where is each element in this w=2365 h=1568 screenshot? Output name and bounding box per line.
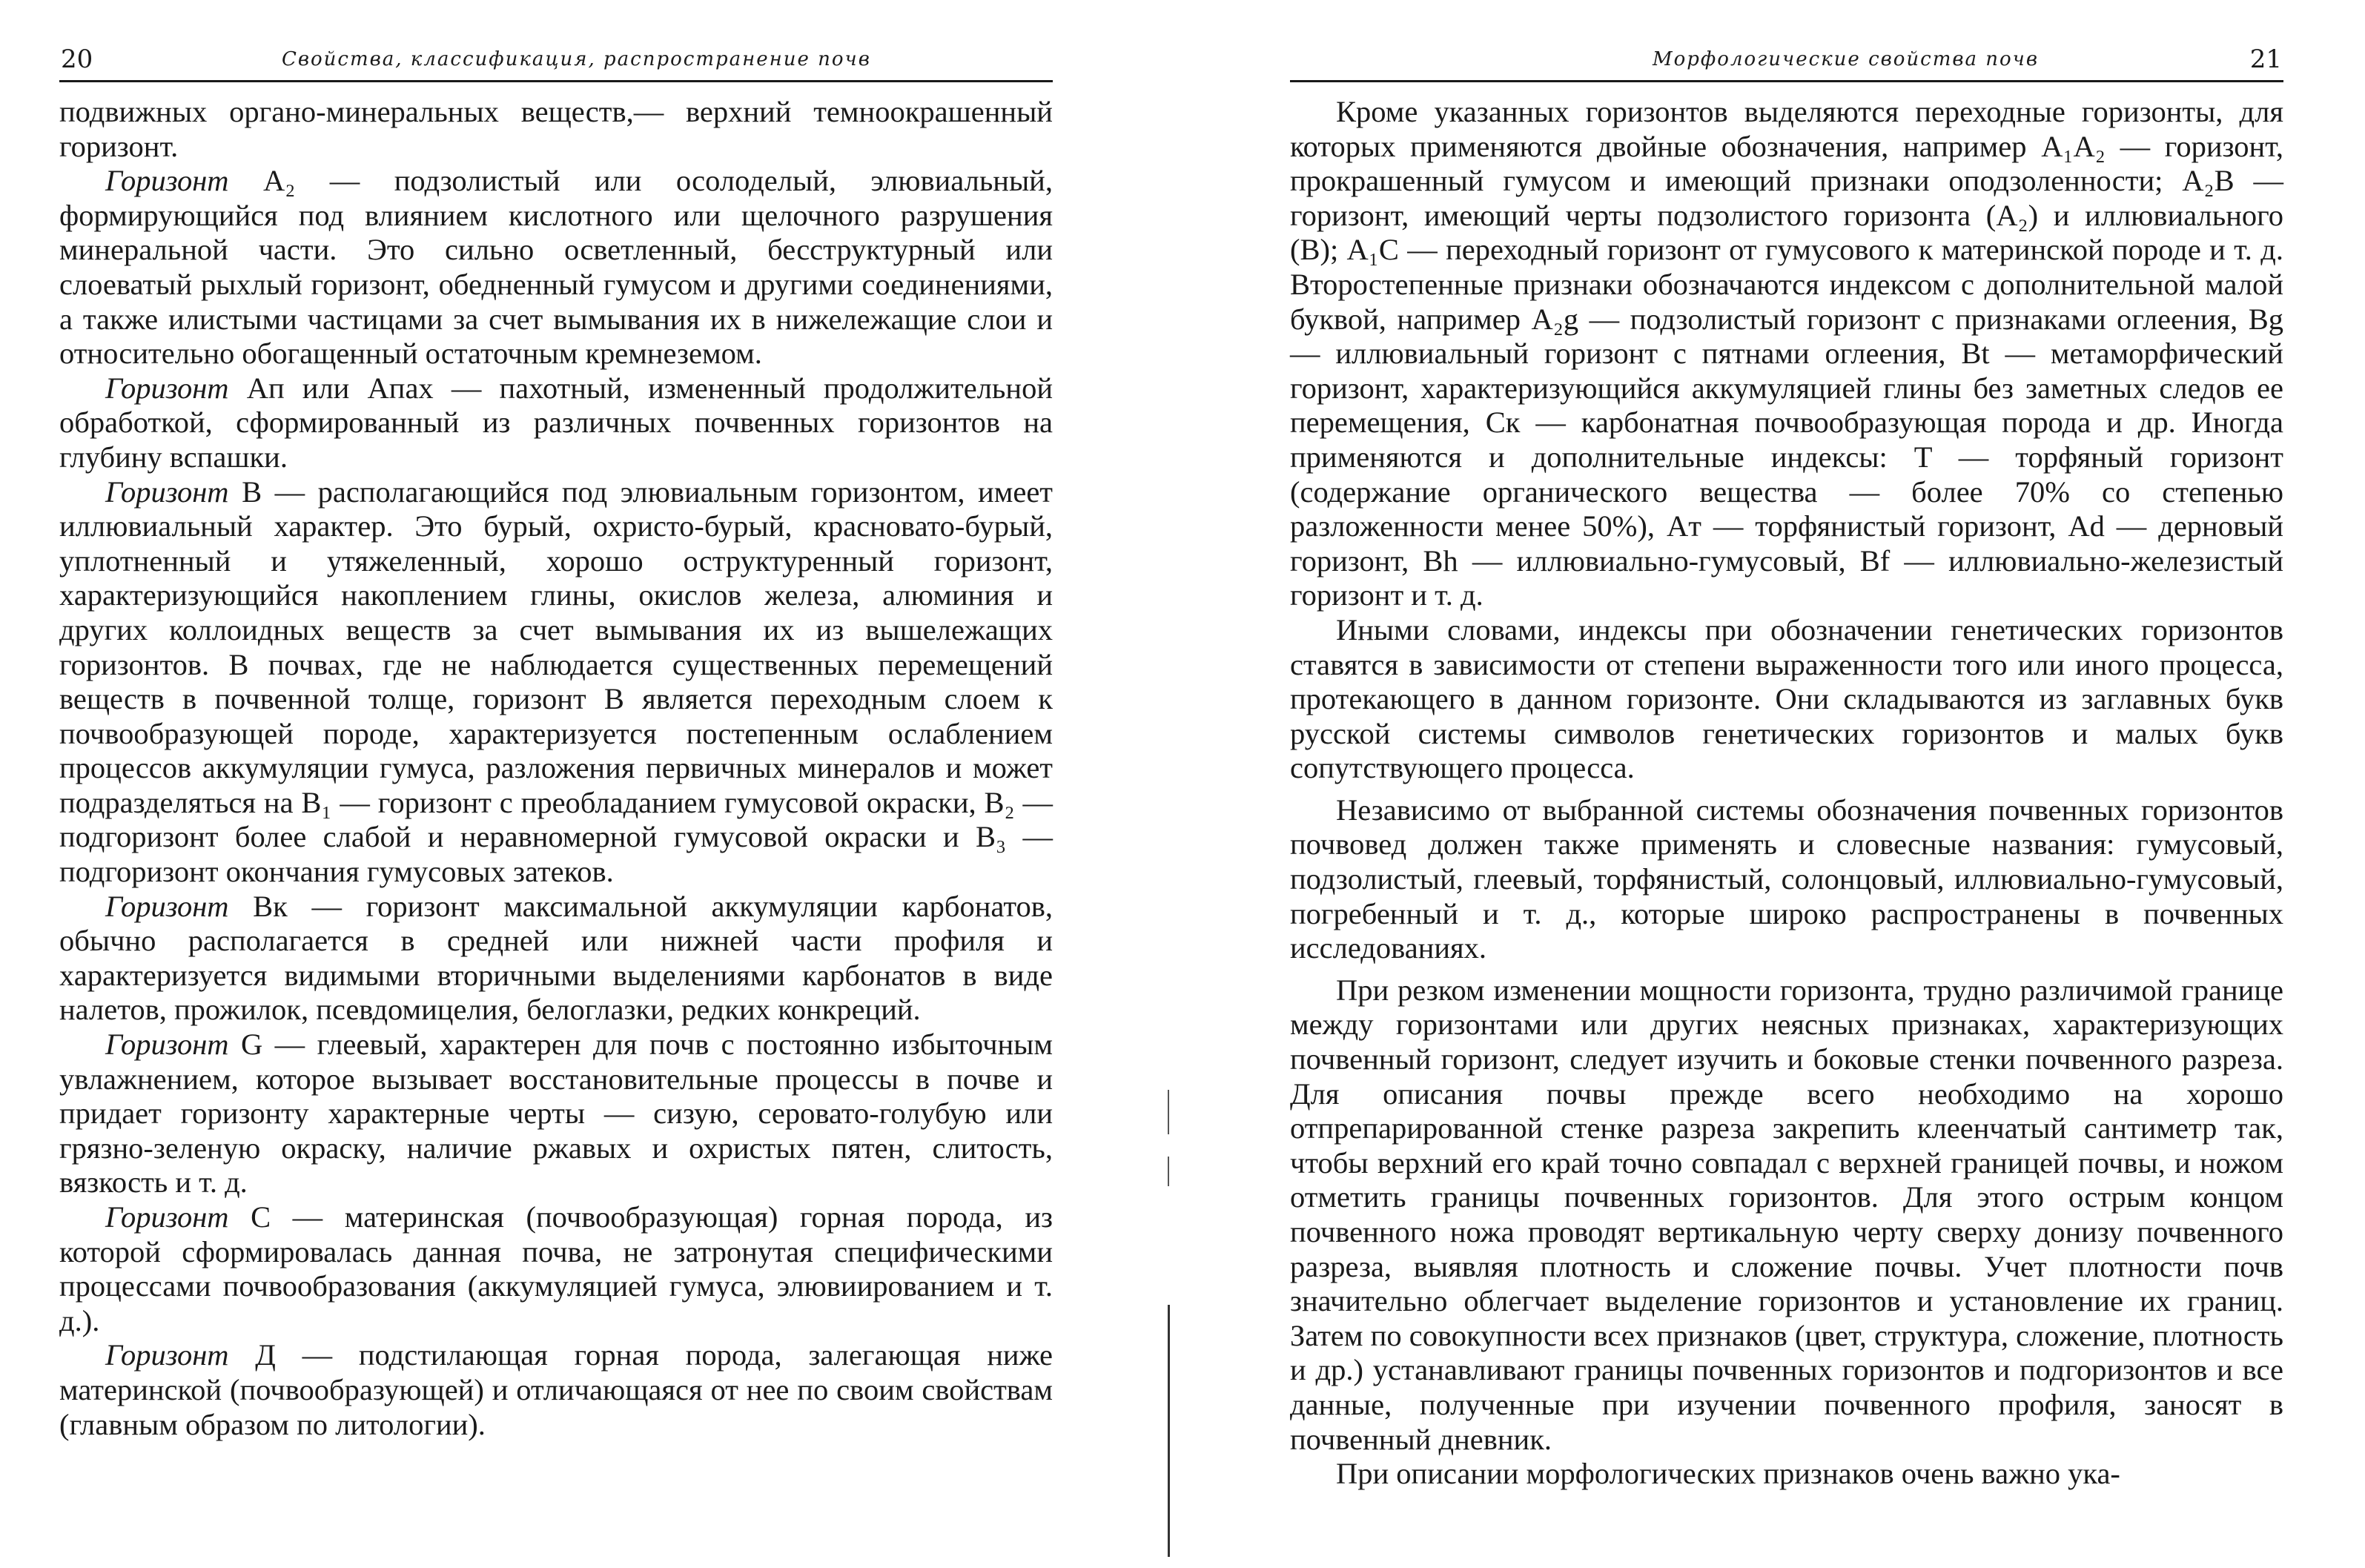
- term-label: Горизонт: [105, 1028, 229, 1062]
- paragraph: Горизонт Aп или Aпах — пахотный, измененный продолжительной обработкой, сформированный из различных почвенных горизонтов на глубину вспашки.: [59, 371, 1053, 474]
- left-running-head: [59, 43, 1053, 82]
- term-label: Горизонт: [105, 1338, 229, 1372]
- binding-mark: [1168, 1090, 1169, 1134]
- term-label: Горизонт: [105, 474, 229, 509]
- paragraph: Горизонт Bк — горизонт максимальной аккумуляции карбонатов, обычно располагается в средней или нижней части профиля и характеризуется видимыми вторичными выделениями карбонатов в виде налетов, прожилок, псевдомицелия, белоглазки, редких конкреций.: [59, 889, 1053, 1027]
- running-head-title: Свойства, классификация, распространение почв: [282, 48, 871, 70]
- term-label: Горизонт: [105, 371, 229, 405]
- paragraph: При описании морфологических признаков очень важно ука-: [1336, 1457, 2120, 1491]
- paragraph: Кроме указанных горизонтов выделяются переходные горизонты, для которых применяются двойные обозначения, например A₁A₂ — горизонт, прокрашенный гумусом и имеющий признаки оподзоленности; A₂B — горизонт, имеющий черты подзолистого горизонта (A₂) и иллювиального (B); A₁C — переходный горизонт от гумусового к материнской породе и т. д. Второстепенные признаки обозначаются индексом с дополнительной малой буквой, например A₂g — подзолистый горизонт с признаками оглеения, Bg — иллювиальный горизонт с пятнами оглеения, Bt — метаморфический горизонт, характеризующийся аккумуляцией глины без заметных следов ее перемещения, Cк — карбонатная почвообразующая порода и др. Иногда применяются и дополнительные индексы: T — торфяный горизонт (содержание органического вещества — более 70% со степенью разложенности менее 50%), Aт — торфянистый горизонт, Ad — дерновый горизонт, Bh — иллювиально-гумусовый, Bf — иллювиально-железистый горизонт и т. д.: [1290, 95, 2283, 612]
- right-body-text: [1290, 95, 2283, 1492]
- paragraph: Горизонт B — располагающийся под элювиальным горизонтом, имеет иллювиальный характер. Это бурый, охристо-бурый, красновато-бурый, уплотненный и утяжеленный, хорошо оструктуренный горизонт, характеризующийся накоплением глины, окислов железа, алюминия и других коллоидных веществ за счет вымывания их из вышележащих горизонтов. В почвах, где не наблюдается существенных перемещений веществ в почвенной толще, горизонт B является переходным слоем к почвообразующей породе, характеризуется постепенным ослаблением процессов аккумуляции гумуса, разложения первичных минералов и может подразделяться на B₁ — горизонт с преобладанием гумусовой окраски, B₂ — подгоризонт более слабой и неравномерной гумусовой окраски и B₃ — подгоризонт окончания гумусовых затеков.: [59, 474, 1053, 889]
- paragraph: Горизонт C — материнская (почвообразующая) горная порода, из которой сформировалась данная почва, не затронутая специфическими процессами почвообразования (аккумуляцией гумуса, элювиированием и т. д.).: [59, 1200, 1053, 1337]
- left-body-text: [59, 95, 1053, 1442]
- page-number: 20: [61, 44, 93, 74]
- paragraph: Независимо от выбранной системы обозначения почвенных горизонтов почвовед должен также применять и словесные названия: гумусовый, подзолистый, глеевый, торфянистый, солонцовый, иллювиально-гумусовый, погребенный и т. д., которые широко распространены в почвенных исследованиях.: [1290, 793, 2283, 965]
- binding-mark: [1168, 1305, 1170, 1557]
- paragraph: Иными словами, индексы при обозначении генетических горизонтов ставятся в зависимости от степени выраженности того или иного процесса, протекающего в данном горизонте. Они складываются из заглавных букв русской системы символов генетических горизонтов и малых букв сопутствующего процесса.: [1290, 612, 2283, 785]
- term-label: Горизонт: [105, 164, 229, 198]
- paragraph: При резком изменении мощности горизонта, трудно различимой границе между горизонтами или других неясных признаках, характеризующих почвенный горизонт, следует изучить и боковые стенки почвенного разреза. Для описания почвы прежде всего необходимо на хорошо отпрепарированной стенке разреза закрепить клеенчатый сантиметр так, чтобы верхний его край точно совпадал с верхней границей почвы, и ножом отметить границы почвенных горизонтов. Для этого острым концом почвенного ножа проводят вертикальную черту сверху донизу почвенного разреза, выявляя плотность и сложение почвы. Учет плотности почв значительно облегчает выделение горизонтов и установление их границ. Затем по совокупности всех признаков (цвет, структура, сложение, плотность и др.) устанавливают границы почвенных горизонтов и подгоризонтов и все данные, полученные при изучении почвенного профиля, заносят в почвенный дневник.: [1290, 973, 2283, 1456]
- right-page: [1290, 0, 2283, 1568]
- binding-mark: [1168, 1157, 1169, 1186]
- paragraph: Горизонт G — глеевый, характерен для почв с постоянно избыточным увлажнением, которое вызывает восстановительные процессы в почве и придает горизонту характерные черты — сизую, серовато-голубую или грязно-зеленую окраску, наличие ржавых и охристых пятен, слитость, вязкость и т. д.: [59, 1028, 1053, 1200]
- running-head-title: Морфологические свойства почв: [1653, 48, 2039, 70]
- paragraph: Горизонт A₂ — подзолистый или осолоделый, элювиальный, формирующийся под влиянием кислотного или щелочного разрушения минеральной части. Это сильно осветленный, бесструктурный или слоеватый рыхлый горизонт, обедненный гумусом и другими соединениями, а также илистыми частицами за счет вымывания их в нижележащие слои и относительно обогащенный остаточным кремнеземом.: [59, 164, 1053, 371]
- left-page: [59, 0, 1053, 1568]
- paragraph: подвижных органо-минеральных веществ,— верхний темноокрашенный горизонт.: [59, 95, 1053, 163]
- right-running-head: [1290, 43, 2283, 82]
- page-number: 21: [2249, 44, 2282, 74]
- term-label: Горизонт: [105, 889, 229, 923]
- term-label: Горизонт: [105, 1200, 229, 1234]
- paragraph: Горизонт Д — подстилающая горная порода, залегающая ниже материнской (почвообразующей) и отличающаяся от нее по своим свойствам (главным образом по литологии).: [59, 1338, 1053, 1441]
